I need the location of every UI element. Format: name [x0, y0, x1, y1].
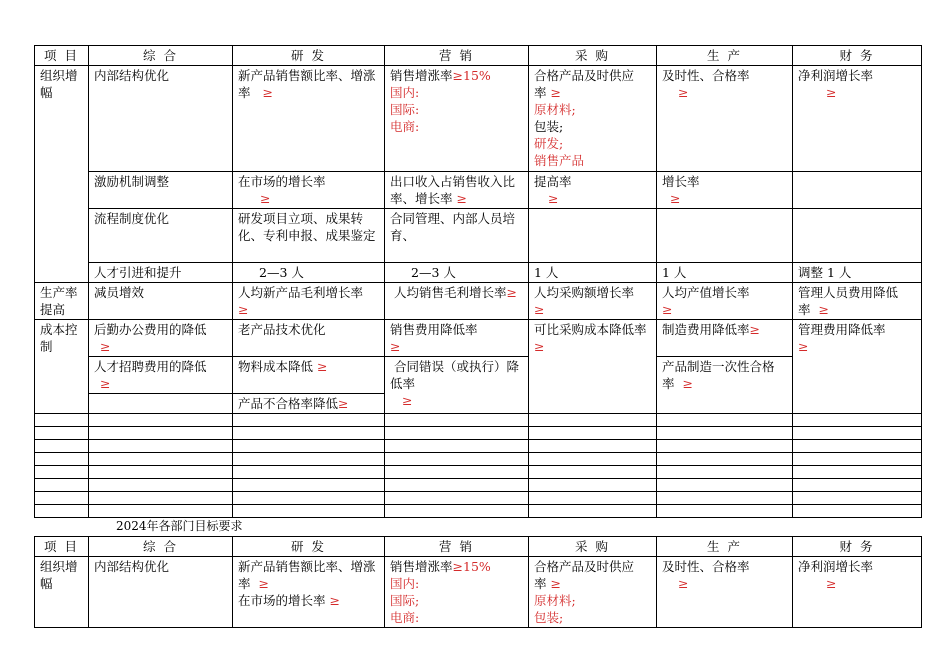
ge-sign: ≥: [402, 393, 413, 408]
cell-finance: [793, 557, 922, 628]
cell-production: [657, 320, 793, 357]
table-row: [35, 557, 922, 628]
cell-rnd: [233, 557, 385, 628]
table-row: [35, 283, 922, 320]
ge-sign: ≥: [506, 285, 517, 300]
cell-general: 流程制度优化: [89, 209, 233, 263]
header-purchasing: 采 购: [529, 537, 657, 557]
ge-sign: ≥: [826, 576, 837, 591]
cell-text: 新产品销售额比率、增涨率: [238, 68, 376, 100]
ge-sign: ≥: [818, 302, 829, 317]
ge-sign: ≥: [678, 85, 689, 100]
ge-sign: ≥: [682, 376, 693, 391]
sub-item: 原材料;: [534, 593, 576, 608]
cell-text: 物料成本降低: [238, 359, 314, 374]
ge-sign: ≥: [390, 339, 401, 354]
sub-item: 包装;: [534, 119, 564, 134]
sub-item: 研发;: [534, 136, 564, 151]
target-value: ≥15%: [452, 559, 491, 574]
targets-table: [34, 45, 922, 518]
header-general: 综 合: [89, 46, 233, 66]
cell-finance: [793, 172, 922, 209]
table-caption: 2024年各部门目标要求: [116, 519, 243, 533]
cell-general: [89, 394, 233, 414]
cell-production: [657, 172, 793, 209]
cell-text: 销售费用降低率: [390, 322, 478, 337]
table-row: [35, 320, 922, 357]
ge-sign: ≥: [749, 322, 760, 337]
cell-purchasing: 1 人: [529, 263, 657, 283]
cell-text: 可比采购成本降低率: [534, 322, 647, 337]
cell-purchasing: [529, 66, 657, 172]
cell-finance: [793, 209, 922, 263]
empty-row: [35, 453, 922, 466]
header-finance: 财 务: [793, 537, 922, 557]
cell-purchasing: [529, 320, 657, 414]
table-row: [35, 172, 922, 209]
cell-marketing: [385, 320, 529, 357]
cell-production: [657, 209, 793, 263]
ge-sign: ≥: [100, 376, 111, 391]
ge-sign: ≥: [258, 576, 269, 591]
cell-general: 激励机制调整: [89, 172, 233, 209]
cell-purchasing: [529, 209, 657, 263]
cell-text: 人均采购额增长率: [534, 285, 635, 300]
empty-row: [35, 427, 922, 440]
cell-general: [89, 320, 233, 357]
table-row: [35, 209, 922, 263]
cell-rnd: 2—3 人: [233, 263, 385, 283]
ge-sign: ≥: [670, 191, 681, 206]
ge-sign: ≥: [550, 576, 561, 591]
ge-sign: ≥: [260, 191, 271, 206]
cell-text: 新产品销售额比率、增涨率: [238, 559, 376, 591]
header-purchasing: 采 购: [529, 46, 657, 66]
cell-production: 1 人: [657, 263, 793, 283]
header-marketing: 营 销: [385, 46, 529, 66]
cell-production: [657, 557, 793, 628]
cell-purchasing: [529, 557, 657, 628]
cell-text: 出口收入占销售收入比率、增长率: [390, 174, 516, 206]
cell-text: 净利润增长率: [798, 68, 874, 83]
cell-rnd: [233, 172, 385, 209]
cell-text: 在市场的增长率: [238, 593, 326, 608]
empty-row: [35, 505, 922, 518]
ge-sign: ≥: [826, 85, 837, 100]
cell-general: [89, 357, 233, 394]
table-row: [35, 263, 922, 283]
table-row: [35, 357, 922, 394]
header-rnd: 研 发: [233, 537, 385, 557]
cell-rnd: [233, 283, 385, 320]
cell-general: 内部结构优化: [89, 557, 233, 628]
ge-sign: ≥: [262, 85, 273, 100]
table-row: [35, 66, 922, 172]
cell-marketing: 2—3 人: [385, 263, 529, 283]
cell-text: 合同错误（或执行）降低率: [390, 359, 519, 391]
cell-marketing: 合同管理、内部人员培育、: [385, 209, 529, 263]
header-row: [35, 537, 922, 557]
cell-text: 净利润增长率: [798, 559, 874, 574]
sub-item: 销售产品: [534, 153, 585, 168]
cell-marketing: [385, 557, 529, 628]
sub-item: 电商:: [390, 610, 420, 625]
empty-row: [35, 414, 922, 427]
targets-table-2024: [34, 536, 922, 628]
ge-sign: ≥: [317, 359, 328, 374]
sub-item: 原材料;: [534, 102, 576, 117]
ge-sign: ≥: [329, 593, 340, 608]
ge-sign: ≥: [550, 85, 561, 100]
sub-item: 国内:: [390, 576, 420, 591]
cell-text: 制造费用降低率: [662, 322, 750, 337]
ge-sign: ≥: [662, 302, 673, 317]
header-row: [35, 46, 922, 66]
empty-row: [35, 492, 922, 505]
cell-text: 提高率: [534, 174, 572, 189]
cell-text: 及时性、合格率: [662, 559, 750, 574]
cell-text: 后勤办公费用的降低: [94, 322, 207, 337]
cell-finance: [793, 283, 922, 320]
cell-finance: [793, 320, 922, 414]
sub-item: 国际:: [390, 102, 420, 117]
header-item: 项 目: [35, 46, 89, 66]
cell-text: 管理费用降低率: [798, 322, 886, 337]
cell-rnd: [233, 394, 385, 414]
cell-general: 内部结构优化: [89, 66, 233, 172]
cell-text: 销售增涨率: [390, 68, 453, 83]
ge-sign: ≥: [548, 191, 559, 206]
category-org-growth: 组织增幅: [35, 66, 89, 283]
sub-item: 国际;: [390, 593, 420, 608]
cell-production: [657, 283, 793, 320]
cell-production: [657, 66, 793, 172]
ge-sign: ≥: [534, 302, 545, 317]
header-item: 项 目: [35, 537, 89, 557]
category-org-growth: 组织增幅: [35, 557, 89, 628]
ge-sign: ≥: [534, 339, 545, 354]
category-productivity: 生产率提高: [35, 283, 89, 320]
ge-sign: ≥: [338, 396, 349, 411]
cell-text: 合格产品及时供应率: [534, 559, 635, 591]
header-rnd: 研 发: [233, 46, 385, 66]
cell-text: 产品不合格率降低: [238, 396, 339, 411]
cell-text: 销售增涨率: [390, 559, 453, 574]
cell-text: 管理人员费用降低率: [798, 285, 899, 317]
cell-text: 在市场的增长率: [238, 174, 326, 189]
cell-text: 人均新产品毛利增长率: [238, 285, 364, 300]
cell-text: 合格产品及时供应率: [534, 68, 635, 100]
cell-production: [657, 357, 793, 414]
cell-rnd: 老产品技术优化: [233, 320, 385, 357]
ge-sign: ≥: [100, 339, 111, 354]
empty-row: [35, 466, 922, 479]
sub-item: 包装;: [534, 610, 564, 625]
header-general: 综 合: [89, 537, 233, 557]
cell-text: 人才招聘费用的降低: [94, 359, 207, 374]
ge-sign: ≥: [798, 339, 809, 354]
cell-text: 人均销售毛利增长率: [393, 285, 507, 300]
cell-general: 人才引进和提升: [89, 263, 233, 283]
cell-marketing: [385, 172, 529, 209]
cell-text: 增长率: [662, 174, 700, 189]
ge-sign: ≥: [456, 191, 467, 206]
cell-finance: [793, 66, 922, 172]
empty-row: [35, 440, 922, 453]
cell-finance: 调整 1 人: [793, 263, 922, 283]
header-finance: 财 务: [793, 46, 922, 66]
cell-text: 及时性、合格率: [662, 68, 750, 83]
cell-purchasing: [529, 172, 657, 209]
sub-item: 电商:: [390, 119, 420, 134]
cell-marketing: [385, 283, 529, 320]
ge-sign: ≥: [238, 302, 249, 317]
cell-purchasing: [529, 283, 657, 320]
cell-marketing: [385, 66, 529, 172]
cell-rnd: [233, 66, 385, 172]
empty-row: [35, 479, 922, 492]
cell-text: 产品制造一次性合格率: [662, 359, 775, 391]
sub-item: 国内:: [390, 85, 420, 100]
header-production: 生 产: [657, 46, 793, 66]
ge-sign: ≥: [678, 576, 689, 591]
cell-rnd: 研发项目立项、成果转化、专利申报、成果鉴定: [233, 209, 385, 263]
target-value: ≥15%: [452, 68, 491, 83]
cell-rnd: [233, 357, 385, 394]
category-cost-control: 成本控制: [35, 320, 89, 414]
cell-text: 人均产值增长率: [662, 285, 750, 300]
cell-general: 减员增效: [89, 283, 233, 320]
header-production: 生 产: [657, 537, 793, 557]
header-marketing: 营 销: [385, 537, 529, 557]
cell-marketing: [385, 357, 529, 414]
